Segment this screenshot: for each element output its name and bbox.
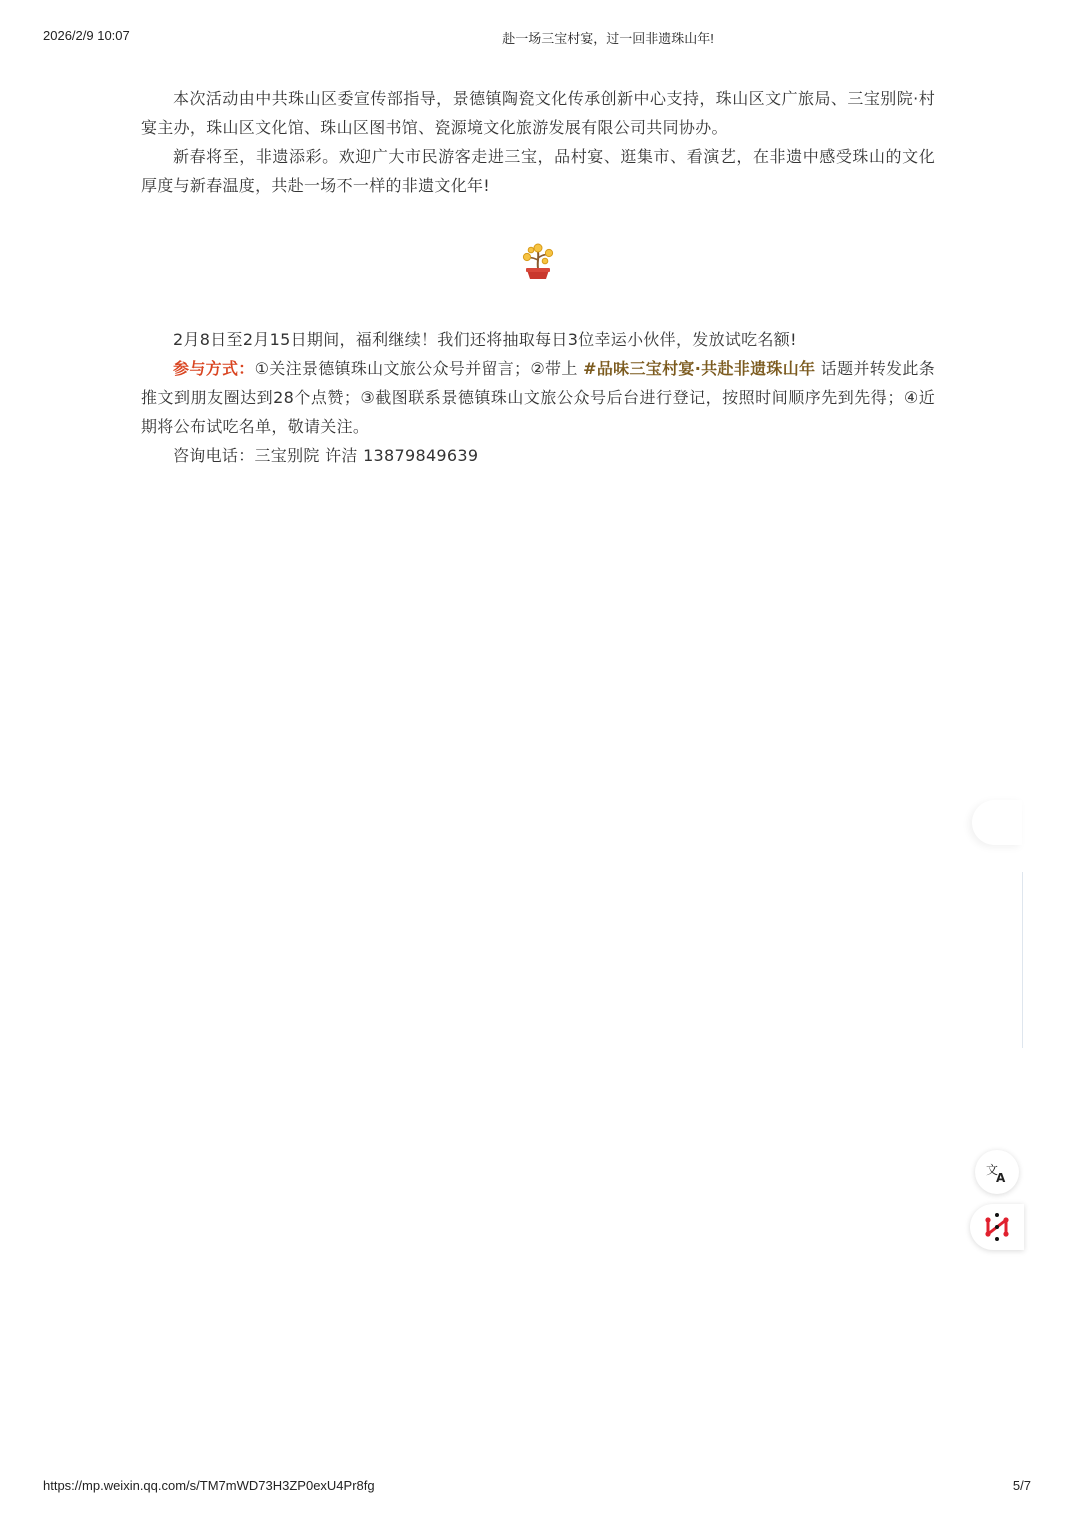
print-date: 2026/2/9 10:07 xyxy=(43,28,130,43)
participation-steps-2: 话题并转发此条推文到朋友圈达到28个点赞；③截图联系景德镇珠山文旅公众号后台进行登记，按照时间顺序先到先得；④近期将公布试吃名单，敬请关注。 xyxy=(141,359,935,436)
paragraph-giveaway: 2月8日至2月15日期间，福利继续！我们还将抽取每日3位幸运小伙伴，发放试吃名额! xyxy=(173,330,797,349)
svg-text:文: 文 xyxy=(986,1163,999,1177)
translate-icon xyxy=(985,1160,1009,1184)
paragraph-contact: 咨询电话：三宝别院 许洁 13879849639 xyxy=(173,446,479,465)
paragraph-participation xyxy=(141,354,935,441)
translate-button[interactable] xyxy=(975,1150,1019,1194)
bonsai-money-tree-icon xyxy=(517,240,559,282)
network-graph-icon xyxy=(982,1212,1012,1242)
article-body xyxy=(141,84,935,470)
svg-text:A: A xyxy=(996,1171,1006,1184)
section-divider xyxy=(141,200,935,325)
print-page-number: 5/7 xyxy=(1012,1478,1031,1493)
participation-label: 参与方式： xyxy=(173,359,255,378)
paragraph-organizers: 本次活动由中共珠山区委宣传部指导，景德镇陶瓷文化传承创新中心支持，珠山区文广旅局、三宝别院·村宴主办，珠山区文化馆、珠山区图书馆、瓷源境文化旅游发展有限公司共同协办。 xyxy=(141,89,935,137)
extension-button[interactable] xyxy=(970,1204,1024,1250)
hashtag-link[interactable]: #品味三宝村宴·共赴非遗珠山年 xyxy=(583,359,816,378)
side-scroll-track xyxy=(1022,872,1023,1048)
side-floating-tab[interactable] xyxy=(972,800,1022,845)
paragraph-invitation: 新春将至，非遗添彩。欢迎广大市民游客走进三宝，品村宴、逛集市、看演艺，在非遗中感受珠山的文化厚度与新春温度，共赴一场不一样的非遗文化年! xyxy=(141,147,935,195)
print-footer-url: https://mp.weixin.qq.com/s/TM7mWD73H3ZP0exU4Pr8fg xyxy=(43,1478,375,1493)
print-title: 赴一场三宝村宴，过一回非遗珠山年! xyxy=(502,31,714,46)
participation-steps-1: ①关注景德镇珠山文旅公众号并留言；②带上 xyxy=(254,359,584,378)
